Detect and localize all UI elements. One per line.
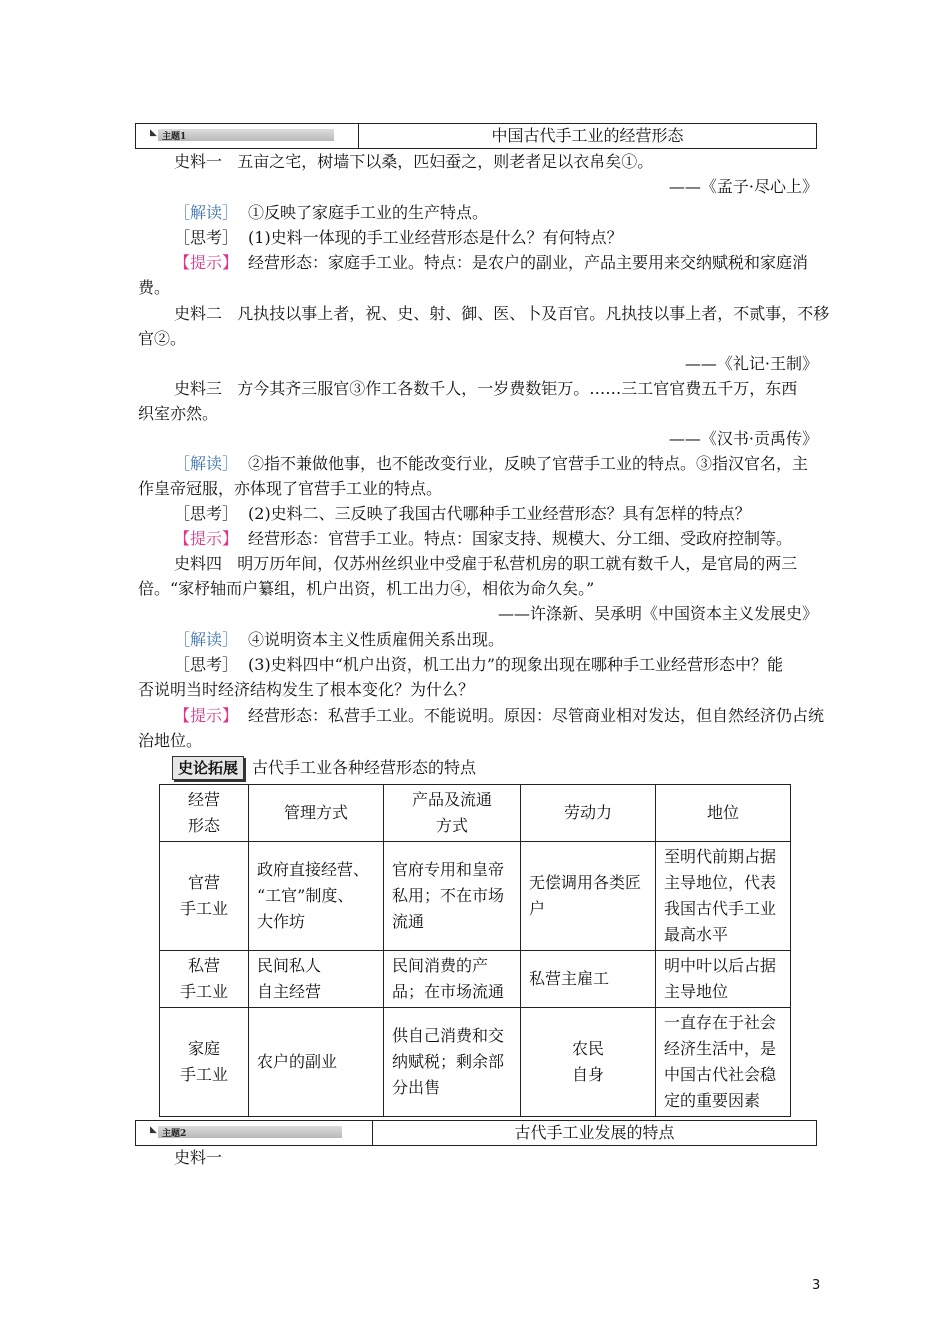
- question1-line: [174, 226, 854, 250]
- source4-text1: 明万历年间，仅苏州丝织业中受雇于私营机房的职工就有数千人，是官局的两三: [237, 554, 798, 573]
- topic2-tag: [136, 1121, 373, 1145]
- question3-label: ［思考］: [174, 655, 239, 674]
- row-form: 私营 手工业: [160, 951, 249, 1008]
- reading1-text: ①反映了家庭手工业的生产特点。: [248, 203, 489, 222]
- tag-arrow-icon: ◣: [150, 128, 157, 138]
- source3-line2: 织室亦然。: [138, 404, 219, 423]
- hint2-text: 经营形态：官营手工业。特点：国家支持、规模大、分工细、受政府控制等。: [248, 529, 793, 548]
- reading2-text1: ②指不兼做他事，也不能改变行业，反映了官营手工业的特点。③指汉官名，主: [248, 454, 809, 473]
- table-row: [160, 842, 791, 951]
- reading3-text: ④说明资本主义性质雇佣关系出现。: [248, 630, 505, 649]
- source2-text1: 凡执技以事上者，祝、史、射、御、医、卜及百官。凡执技以事上者，不贰事，不移: [237, 304, 830, 323]
- header-form: 经营 形态: [160, 785, 249, 842]
- extension-title: 古代手工业各种经营形态的特点: [252, 758, 477, 777]
- hint2-label: 【提示】: [174, 529, 239, 548]
- question1-text: (1)史料一体现的手工业经营形态是什么？有何特点？: [248, 228, 623, 247]
- source4-line1: [174, 552, 854, 576]
- question3-text1: (3)史料四中“机户出资，机工出力”的现象出现在哪种手工业经营形态中？能: [248, 655, 784, 674]
- source2-line1: [174, 302, 854, 326]
- hint1-text1: 经营形态：家庭手工业。特点：是农户的副业，产品主要用来交纳赋税和家庭消: [248, 253, 809, 272]
- source3-citation: ——《汉书·贡禹传》: [668, 429, 818, 448]
- source3-label: 史料三: [174, 379, 223, 398]
- topic2-source1-label: 史料一: [174, 1148, 223, 1167]
- row-status: 至明代前期占据 主导地位，代表 我国古代手工业 最高水平: [656, 842, 791, 951]
- row-products: 供自己消费和交 纳赋税；剩余部 分出售: [384, 1008, 521, 1117]
- hint3-text1: 经营形态：私营手工业。不能说明。原因：尽管商业相对发达，但自然经济仍占统: [248, 706, 825, 725]
- row-management: 农户的副业: [249, 1008, 384, 1117]
- row-labor: 农民 自身: [521, 1008, 656, 1117]
- table-row: [160, 1008, 791, 1117]
- source4-label: 史料四: [174, 554, 223, 573]
- row-labor: 私营主雇工: [521, 951, 656, 1008]
- topic2-header: [135, 1120, 817, 1146]
- row-form: 官营 手工业: [160, 842, 249, 951]
- source3-text1: 方今其齐三服官③作工各数千人，一岁费数钜万。……三工官官费五千万，东西: [237, 379, 798, 398]
- reading2-label: ［解读］: [174, 454, 239, 473]
- hint3-line2: 治地位。: [138, 731, 203, 750]
- table-header-row: [160, 785, 791, 842]
- extension-heading: [172, 756, 476, 780]
- hint1-line1: [174, 251, 854, 275]
- hint2-line: [174, 527, 854, 551]
- row-products: 民间消费的产 品；在市场流通: [384, 951, 521, 1008]
- header-labor: 劳动力: [521, 785, 656, 842]
- extension-badge: 史论拓展: [172, 756, 244, 780]
- source4-citation: ——许涤新、吴承明《中国资本主义发展史》: [497, 604, 818, 623]
- source1-citation: ——《孟子·尽心上》: [668, 177, 818, 196]
- reading1-line: [174, 201, 854, 225]
- question2-label: ［思考］: [174, 504, 239, 523]
- question3-line2: 否说明当时经济结构发生了根本变化？为什么？: [138, 680, 475, 699]
- source2-label: 史料二: [174, 304, 223, 323]
- hint3-line1: [174, 704, 854, 728]
- header-status: 地位: [656, 785, 791, 842]
- tag-arrow-icon: ◣: [150, 1125, 157, 1135]
- row-labor: 无偿调用各类匠 户: [521, 842, 656, 951]
- source2-citation: ——《礼记·王制》: [684, 354, 818, 373]
- hint1-label: 【提示】: [174, 253, 239, 272]
- source1-label: 史料一: [174, 152, 223, 171]
- topic1-header: [135, 123, 817, 149]
- source4-line2: 倍。“家杼轴而户纂组，机户出资，机工出力④，相依为命久矣。”: [138, 579, 595, 598]
- row-status: 明中叶以后占据 主导地位: [656, 951, 791, 1008]
- question2-text: (2)史料二、三反映了我国古代哪种手工业经营形态？具有怎样的特点？: [248, 504, 751, 523]
- topic2-title: 古代手工业发展的特点: [514, 1123, 675, 1142]
- reading3-line: [174, 628, 854, 652]
- header-products: 产品及流通 方式: [384, 785, 521, 842]
- source1-text: 五亩之宅，树墙下以桑，匹妇蚕之，则老者足以衣帛矣①。: [237, 152, 654, 171]
- question3-line1: [174, 653, 854, 677]
- features-table: [159, 784, 791, 1117]
- source1-line: [174, 150, 854, 174]
- question1-label: ［思考］: [174, 228, 239, 247]
- row-management: 民间私人 自主经营: [249, 951, 384, 1008]
- row-form: 家庭 手工业: [160, 1008, 249, 1117]
- row-products: 官府专用和皇帝 私用；不在市场 流通: [384, 842, 521, 951]
- source2-line2: 官②。: [138, 329, 187, 348]
- hint1-line2: 费。: [138, 278, 171, 297]
- topic1-tag-label: 主题1: [162, 132, 187, 142]
- reading1-label: ［解读］: [174, 203, 239, 222]
- header-management: 管理方式: [249, 785, 384, 842]
- row-status: 一直存在于社会 经济生活中，是 中国古代社会稳 定的重要因素: [656, 1008, 791, 1117]
- source3-line1: [174, 377, 854, 401]
- row-management: 政府直接经营、 “工官”制度、 大作坊: [249, 842, 384, 951]
- reading3-label: ［解读］: [174, 630, 239, 649]
- table-row: [160, 951, 791, 1008]
- hint3-label: 【提示】: [174, 706, 239, 725]
- reading2-line2: 作皇帝冠服，亦体现了官营手工业的特点。: [138, 479, 443, 498]
- topic1-title: 中国古代手工业的经营形态: [491, 126, 684, 145]
- page-number: 3: [812, 1278, 821, 1293]
- topic2-tag-label: 主题2: [162, 1129, 187, 1139]
- question2-line: [174, 502, 854, 526]
- topic1-tag: [136, 124, 359, 148]
- reading2-line1: [174, 452, 854, 476]
